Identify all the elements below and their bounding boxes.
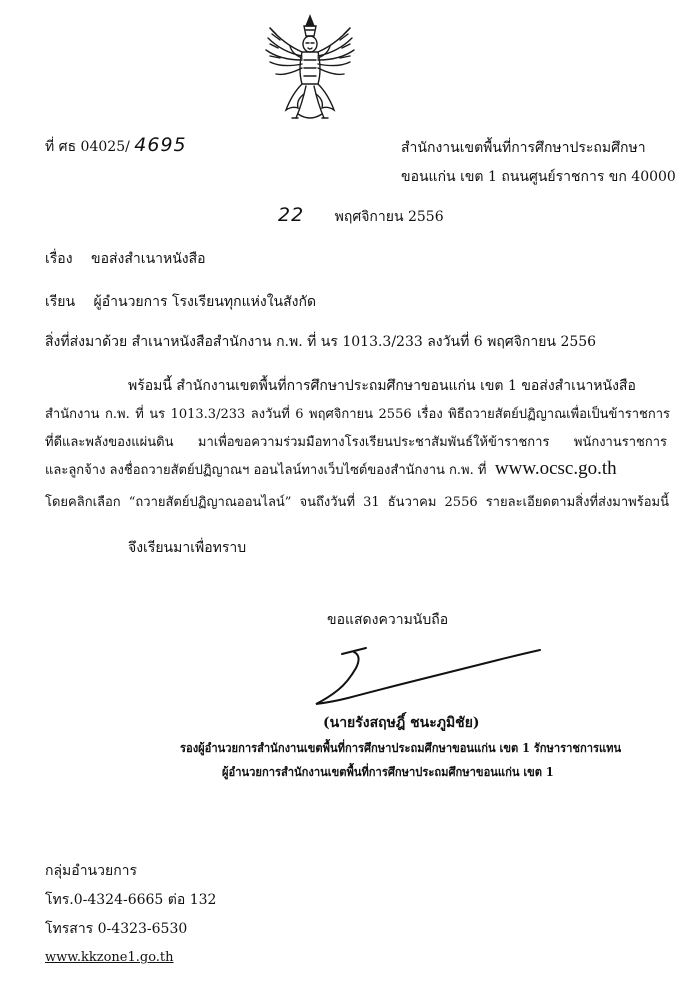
- footer-website-link[interactable]: www.kkzone1.go.th: [45, 950, 174, 965]
- recipient-label: เรียน: [45, 294, 76, 310]
- issuing-office-line2: ขอนแก่น เขต 1 ถนนศูนย์ราชการ ขก 40000: [401, 169, 676, 185]
- issuing-office-line1: สำนักงานเขตพื้นที่การศึกษาประถมศึกษา: [401, 140, 646, 156]
- subject-line: [45, 250, 206, 268]
- signer-name: (นายรังสฤษฎิ์ ชนะภูมิชัย): [323, 715, 480, 731]
- body-line-4-text: และลูกจ้าง ลงชื่อถวายสัตย์ปฏิญาณฯ ออนไลน์ทางเว็บไซต์ของสำนักงาน ก.พ. ที่: [45, 463, 487, 478]
- closing-line: จึงเรียนมาเพื่อทราบ: [128, 540, 247, 556]
- subject-text: ขอส่งสำเนาหนังสือ: [91, 251, 206, 267]
- regards-text: ขอแสดงความนับถือ: [327, 612, 449, 628]
- footer-telephone: โทร.0-4324-6665 ต่อ 132: [45, 892, 217, 908]
- enclosure-line: สิ่งที่ส่งมาด้วย สำเนาหนังสือสำนักงาน ก.พ. ที่ นร 1013.3/233 ลงวันที่ 6 พฤศจิกายน 2556: [45, 334, 597, 350]
- ocsc-website-link[interactable]: www.ocsc.go.th: [494, 458, 617, 479]
- body-line-1: พร้อมนี้ สำนักงานเขตพื้นที่การศึกษาประถมศึกษาขอนแก่น เขต 1 ขอส่งสำเนาหนังสือ: [128, 378, 636, 394]
- document-number-prefix: ที่ ศธ 04025/: [45, 139, 130, 155]
- body-line-3: ที่ดีและพลังของแผ่นดิน มาเพื่อขอความร่วมมือทางโรงเรียนประชาสัมพันธ์ให้ข้าราชการ พนักงานราชการ: [45, 435, 667, 450]
- date-month-year: พฤศจิกายน 2556: [334, 209, 444, 225]
- body-line-4: [45, 460, 617, 480]
- signer-position-line1: รองผู้อำนวยการสำนักงานเขตพื้นที่การศึกษาประถมศึกษาขอนแก่น เขต 1 รักษาราชการแทน: [180, 741, 622, 755]
- document-number-handwritten: 4695: [134, 134, 187, 156]
- document-number: [45, 136, 187, 156]
- document-date: [278, 206, 444, 226]
- body-line-5: โดยคลิกเลือก “ถวายสัตย์ปฏิญาณออนไลน์” จนถึงวันที่ 31 ธันวาคม 2556 รายละเอียดตามสิ่งที่ส่งมาพร้อมนี้: [45, 495, 669, 510]
- handwritten-signature: [308, 646, 558, 708]
- garuda-emblem-icon: [262, 14, 358, 124]
- recipient-text: ผู้อำนวยการ โรงเรียนทุกแห่งในสังกัด: [93, 294, 317, 310]
- body-line-2: สำนักงาน ก.พ. ที่ นร 1013.3/233 ลงวันที่ 6 พฤศจิกายน 2556 เรื่อง พิธีถวายสัตย์ปฏิญาณเพื่อเป็นข้าราชการ: [45, 407, 670, 422]
- footer-fax: โทรสาร 0-4323-6530: [45, 921, 188, 937]
- date-day-handwritten: 22: [278, 204, 305, 226]
- signer-position-line2: ผู้อำนวยการสำนักงานเขตพื้นที่การศึกษาประถมศึกษาขอนแก่น เขต 1: [222, 765, 554, 779]
- footer-group: กลุ่มอำนวยการ: [45, 863, 138, 879]
- recipient-line: [45, 293, 316, 311]
- subject-label: เรื่อง: [45, 251, 73, 267]
